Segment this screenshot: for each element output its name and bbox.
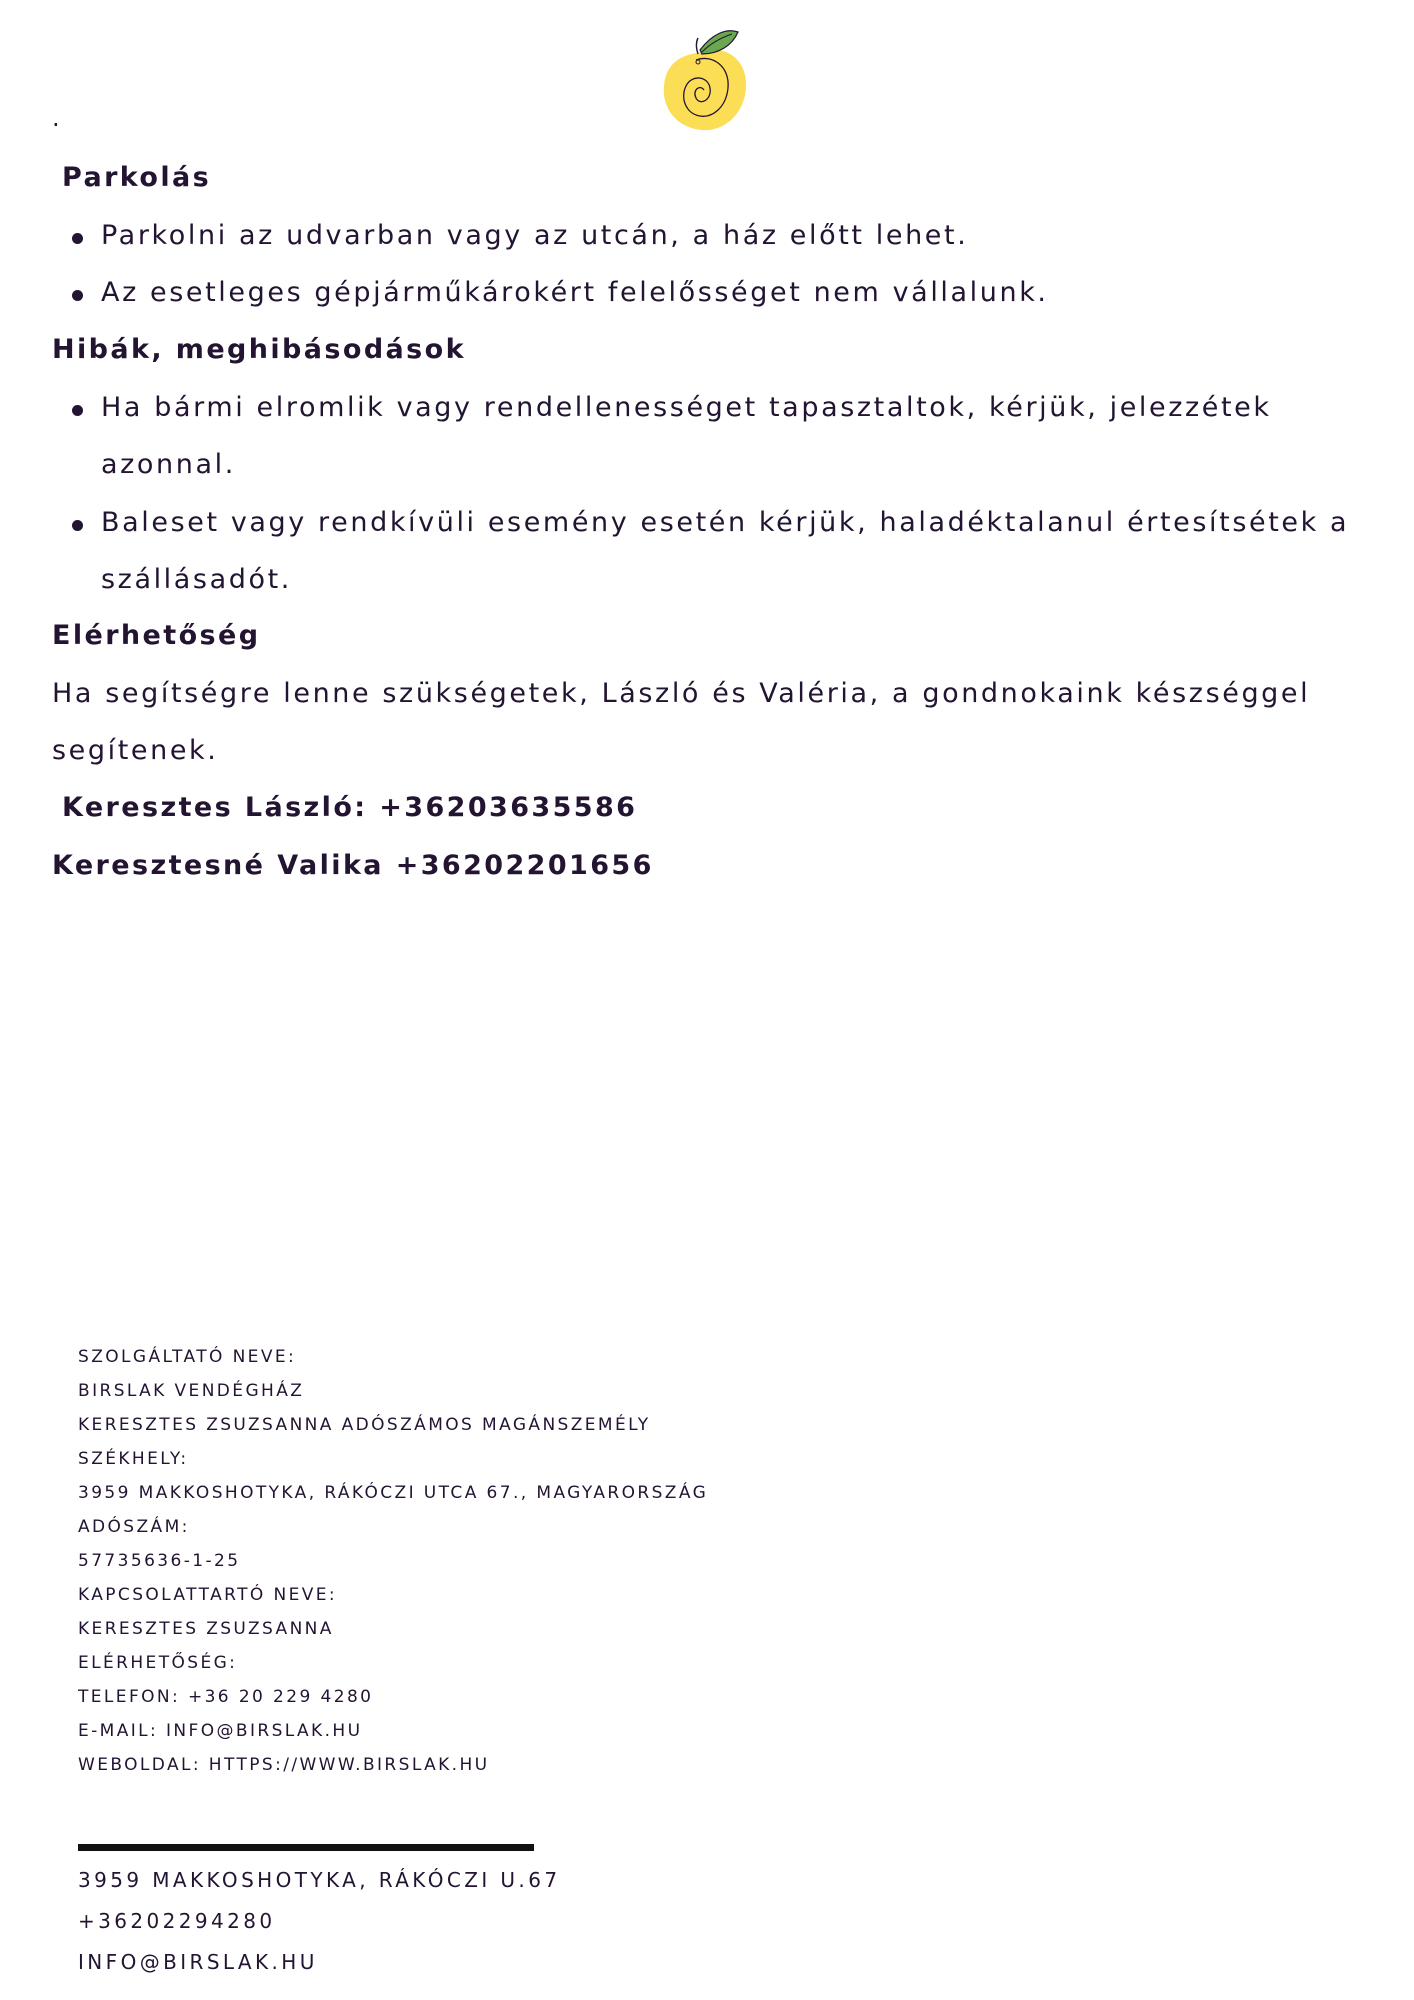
company-info-line: ADÓSZÁM:: [78, 1517, 190, 1537]
company-info-line: 57735636-1-25: [78, 1551, 241, 1571]
bottom-email[interactable]: INFO@BIRSLAK.HU: [78, 1950, 318, 1974]
company-info-line: BIRSLAK VENDÉGHÁZ: [78, 1381, 305, 1401]
faults-item-text: Ha bármi elromlik vagy rendellenességet tapasztaltok, kérjük, jelezzétek: [101, 392, 1272, 423]
contact-text-cont: segítenek.: [52, 735, 219, 766]
company-info-line: KERESZTES ZSUZSANNA ADÓSZÁMOS MAGÁNSZEMÉLY: [78, 1415, 651, 1435]
company-info-line: SZÉKHELY:: [78, 1449, 189, 1469]
bullet-icon: [72, 405, 83, 416]
company-info-line: KAPCSOLATTARTÓ NEVE:: [78, 1585, 338, 1605]
parking-item-text: Az esetleges gépjárműkárokért felelősséget nem vállalunk.: [101, 277, 1049, 308]
divider: [78, 1844, 534, 1851]
quince-fruit-icon: [656, 14, 752, 134]
faults-item-text-cont: szállásadót.: [101, 564, 292, 595]
contact-heading: Elérhetőség: [52, 620, 261, 651]
contact-person-1: Keresztes László: +36203635586: [62, 792, 638, 823]
stray-dot: .: [52, 104, 62, 132]
company-info-line: SZOLGÁLTATÓ NEVE:: [78, 1347, 297, 1367]
bottom-address: 3959 MAKKOSHOTYKA, RÁKÓCZI U.67: [78, 1868, 561, 1892]
company-info-line: E-MAIL: INFO@BIRSLAK.HU: [78, 1721, 363, 1741]
parking-heading: Parkolás: [62, 162, 212, 193]
faults-item-text-cont: azonnal.: [101, 449, 236, 480]
company-info-line: WEBOLDAL: HTTPS://WWW.BIRSLAK.HU: [78, 1755, 490, 1775]
company-info-line: KERESZTES ZSUZSANNA: [78, 1619, 334, 1639]
contact-person-2: Keresztesné Valika +36202201656: [52, 850, 654, 881]
company-info-line: TELEFON: +36 20 229 4280: [78, 1687, 374, 1707]
contact-text: Ha segítségre lenne szükségetek, László és Valéria, a gondnokaink készséggel: [52, 678, 1311, 709]
company-info-line: 3959 MAKKOSHOTYKA, RÁKÓCZI UTCA 67., MAGYARORSZÁG: [78, 1483, 709, 1503]
bottom-phone[interactable]: +36202294280: [78, 1909, 276, 1933]
faults-heading: Hibák, meghibásodások: [52, 334, 466, 365]
bullet-icon: [72, 520, 83, 531]
company-info-line: ELÉRHETŐSÉG:: [78, 1653, 238, 1673]
faults-item-text: Baleset vagy rendkívüli esemény esetén kérjük, haladéktalanul értesítsétek a: [101, 507, 1350, 538]
parking-item-text: Parkolni az udvarban vagy az utcán, a ház előtt lehet.: [101, 220, 969, 251]
bullet-icon: [72, 290, 83, 301]
bullet-icon: [72, 233, 83, 244]
